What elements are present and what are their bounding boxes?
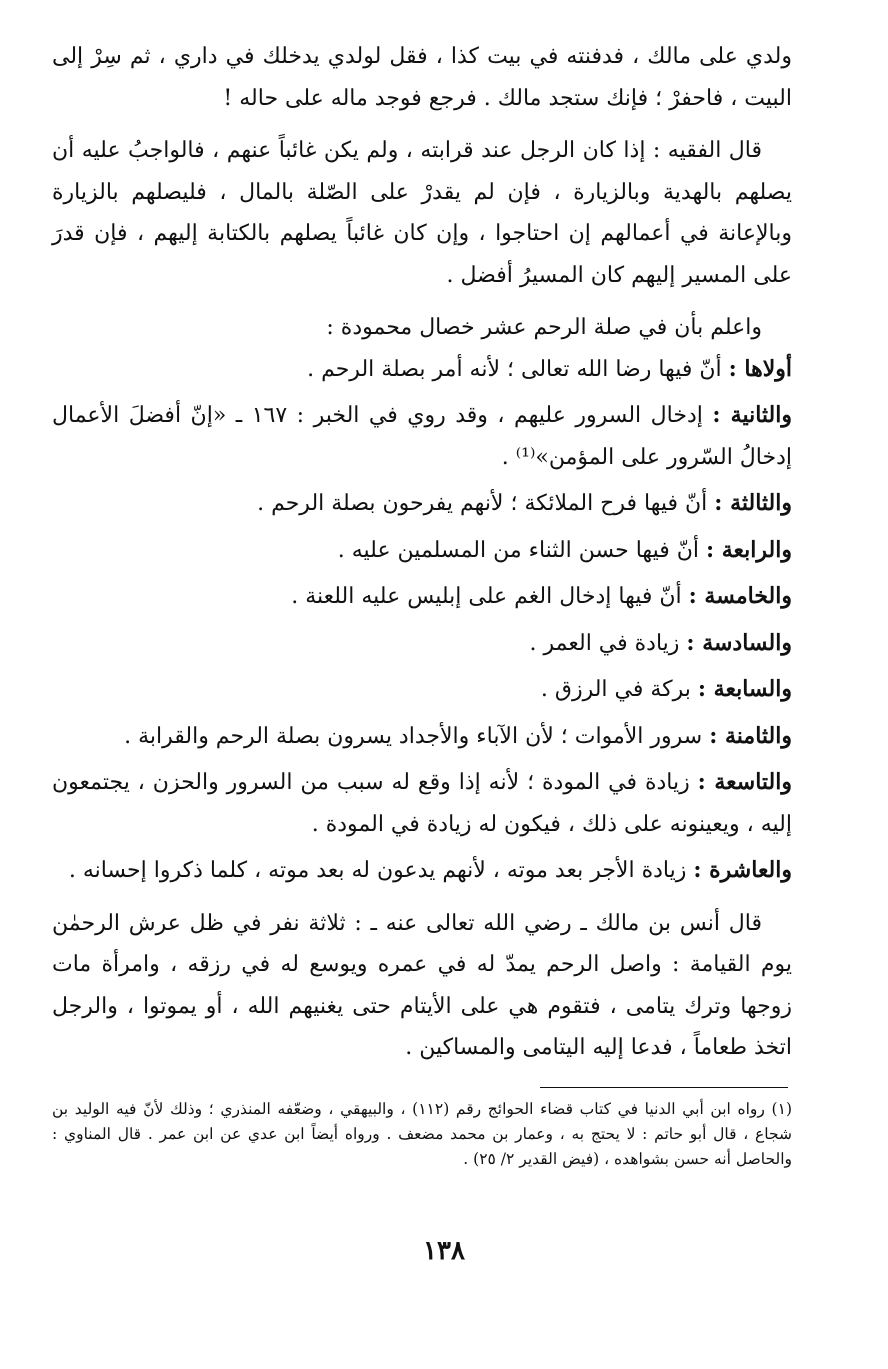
trait-text: إدخال السرور عليهم ، وقد روي في الخبر : ١٦٧ ـ «إنّ أفضلَ الأعمال إدخالُ السّرور على المؤمن»⁽¹⁾ .	[52, 403, 792, 470]
trait-text: أنّ فيها رضا الله تعالى ؛ لأنه أمر بصلة الرحم .	[307, 356, 729, 382]
list-item-trait-1	[52, 349, 792, 391]
footnote-divider	[540, 1087, 788, 1088]
trait-label: والعاشرة :	[693, 857, 792, 883]
trait-label: والثالثة :	[714, 490, 792, 516]
paragraph-faqih: قال الفقيه : إذا كان الرجل عند قرابته ، ولم يكن غائباً عنهم ، فالواجبُ عليه أن يصلهم بالهدية وبالزيارة ، فإن لم يقدرْ على الصّلة بالمال ، فليصلهم بالزيارة وبالإعانة في أعمالهم إن احتاجوا ، وإن كان غائباً يصلهم بالكتابة إليهم ، فإن قدرَ على المسير إليهم كان المسيرُ أفضل .	[52, 138, 792, 288]
list-item-trait-5	[52, 576, 792, 618]
trait-text: سرور الأموات ؛ لأن الآباء والأجداد يسرون بصلة الرحم والقرابة .	[124, 723, 710, 749]
list-item-trait-2	[52, 395, 792, 478]
trait-text: بركة في الرزق .	[540, 677, 698, 702]
trait-label: والثامنة :	[709, 722, 792, 749]
paragraph-story-ending: ولدي على مالك ، فدفنته في بيت كذا ، فقل لولدي يدخلك في داري ، ثم سِرْ إلى البيت ، فاحفرْ ؛ فإنك ستجد مالك . فرجع فوجد ماله على حاله !	[52, 44, 792, 111]
trait-label: والخامسة :	[688, 583, 792, 609]
list-item-trait-8	[52, 716, 792, 758]
paragraph-ten-traits-intro: واعلم بأن في صلة الرحم عشر خصال محمودة :	[326, 315, 762, 340]
page-body	[52, 36, 792, 1069]
trait-text: زيادة في المودة ؛ لأنه إذا وقع له سبب من السرور والحزن ، يجتمعون إليه ، ويعينونه على ذلك ، فيكون له زيادة في المودة .	[52, 770, 792, 837]
footnote: (١) رواه ابن أبي الدنيا في كتاب قضاء الحوائج رقم (١١٢) ، والبيهقي ، وضعّفه المنذري ؛ وذلك لأنّ فيه الوليد بن شجاع ، قال أبو حاتم : لا يحتج به ، وعمار بن محمد مضعف . ورواه أيضاً ابن عدي عن ابن عمر . قال المناوي : والحاصل أنه حسن بشواهده ، (فيض القدير ٢/ ٢٥) .	[52, 1100, 792, 1168]
trait-text: زيادة الأجر بعد موته ، لأنهم يدعون له بعد موته ، كلما ذكروا إحسانه .	[68, 858, 694, 883]
trait-label: والرابعة :	[705, 536, 792, 563]
list-item-trait-3	[52, 483, 792, 525]
trait-label: والتاسعة :	[697, 769, 793, 795]
trait-label: والسادسة :	[686, 629, 792, 656]
list-item-trait-6	[52, 623, 792, 665]
trait-label: أولاها :	[728, 355, 792, 382]
list-item-trait-7	[52, 669, 792, 711]
trait-text: أنّ فيها فرح الملائكة ؛ لأنهم يفرحون بصلة الرحم .	[257, 491, 715, 516]
paragraph-anas-hadith: قال أنس بن مالك ـ رضي الله تعالى عنه ـ : ثلاثة نفر في ظل عرش الرحمٰن يوم القيامة : واصل الرحم يمدّ له في عمره ويوسع له في رزقه ، وامرأة مات زوجها وترك يتامى ، فتقوم هي على الأيتام حتى يغنيهم الله ، أو يموتوا ، والرجل اتخذ طعاماً ، فدعا إليه اليتامى والمساكين .	[52, 910, 792, 1060]
trait-label: والسابعة :	[697, 676, 792, 702]
trait-text: زيادة في العمر .	[529, 630, 687, 656]
trait-text: أنّ فيها حسن الثناء من المسلمين عليه .	[337, 537, 706, 563]
list-item-trait-10	[52, 850, 792, 892]
page-number: ١٣٨	[423, 1236, 465, 1266]
list-item-trait-4	[52, 530, 792, 572]
list-item-trait-9	[52, 762, 792, 845]
trait-text: أنّ فيها إدخال الغم على إبليس عليه اللعنة .	[291, 584, 689, 609]
trait-label: والثانية :	[712, 402, 792, 428]
